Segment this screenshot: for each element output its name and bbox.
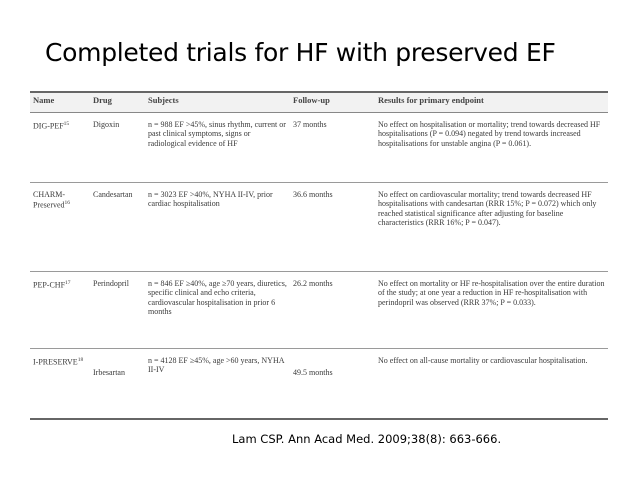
- cell-results: No effect on mortality or HF re-hospitalisation over the entire duration of the study; at one year a reduction in HF re-hospitalisation with perindopril was observed (RRR 37%; P = 0.033).: [375, 272, 608, 349]
- cell-results: No effect on all-cause mortality or cardiovascular hospitalisation.: [375, 349, 608, 420]
- drug-text: Irbesartan: [93, 368, 125, 377]
- trial-name: I-PRESERVE: [33, 357, 78, 367]
- trial-ref: 15: [63, 121, 70, 127]
- cell-drug: [90, 349, 145, 420]
- cell-subjects: n = 3023 EF >40%, NYHA II-IV, prior cardiac hospitalisation: [145, 183, 290, 272]
- cell-followup: 36.6 months: [290, 183, 375, 272]
- cell-subjects: n = 4128 EF ≥45%, age >60 years, NYHA II-IV: [145, 349, 290, 420]
- header-results: Results for primary endpoint: [375, 92, 608, 113]
- header-drug: Drug: [90, 92, 145, 113]
- cell-name: [30, 113, 90, 183]
- trials-table-image: [30, 91, 608, 420]
- spacer: [93, 356, 142, 368]
- cell-results: No effect on hospitalisation or mortality; trend towards decreased HF hospitalisations (P = 0.094) negated by trend towards increased hospitalisations for unstable angina (P = 0.061).: [375, 113, 608, 183]
- slide-title: Completed trials for HF with preserved EF: [45, 38, 556, 67]
- trial-ref: 16: [64, 200, 71, 207]
- cell-followup: 37 months: [290, 113, 375, 183]
- cell-subjects: n = 846 EF ≥40%, age ≥70 years, diuretics, specific clinical and echo criteria, cardiovascular hospitalisation in prior 6 months: [145, 272, 290, 349]
- spacer: [293, 356, 372, 368]
- cell-followup: 26.2 months: [290, 272, 375, 349]
- cell-name: [30, 349, 90, 420]
- cell-drug: Digoxin: [90, 113, 145, 183]
- followup-text: 49.5 months: [293, 368, 333, 377]
- trial-name: PEP-CHF: [33, 280, 66, 290]
- cell-drug: Perindopril: [90, 272, 145, 349]
- cell-results: No effect on cardiovascular mortality; trend towards decreased HF hospitalisations with candesartan (RRR 15%; P = 0.072) which only reached statistical significance after adjusting for baseline characteristics (RRR 16%; P = 0.047).: [375, 183, 608, 272]
- cell-name: [30, 183, 90, 272]
- table-row: [30, 183, 608, 272]
- header-subjects: Subjects: [145, 92, 290, 113]
- table-header-row: [30, 92, 608, 113]
- table-row: [30, 349, 608, 420]
- trial-name: CHARM-Preserved: [33, 190, 66, 211]
- trials-table: [30, 91, 608, 420]
- cell-name: [30, 272, 90, 349]
- header-followup: Follow-up: [290, 92, 375, 113]
- header-name: Name: [30, 92, 90, 113]
- trial-ref: 18: [77, 357, 84, 363]
- trial-ref: 17: [65, 280, 71, 286]
- citation: Lam CSP. Ann Acad Med. 2009;38(8): 663-666.: [232, 432, 502, 446]
- table-row: [30, 113, 608, 183]
- cell-subjects: n = 988 EF >45%, sinus rhythm, current or past clinical symptoms, signs or radiological evidence of HF: [145, 113, 290, 183]
- cell-followup: [290, 349, 375, 420]
- cell-drug: Candesartan: [90, 183, 145, 272]
- trial-name: DIG-PEF: [33, 121, 64, 131]
- table-row: [30, 272, 608, 349]
